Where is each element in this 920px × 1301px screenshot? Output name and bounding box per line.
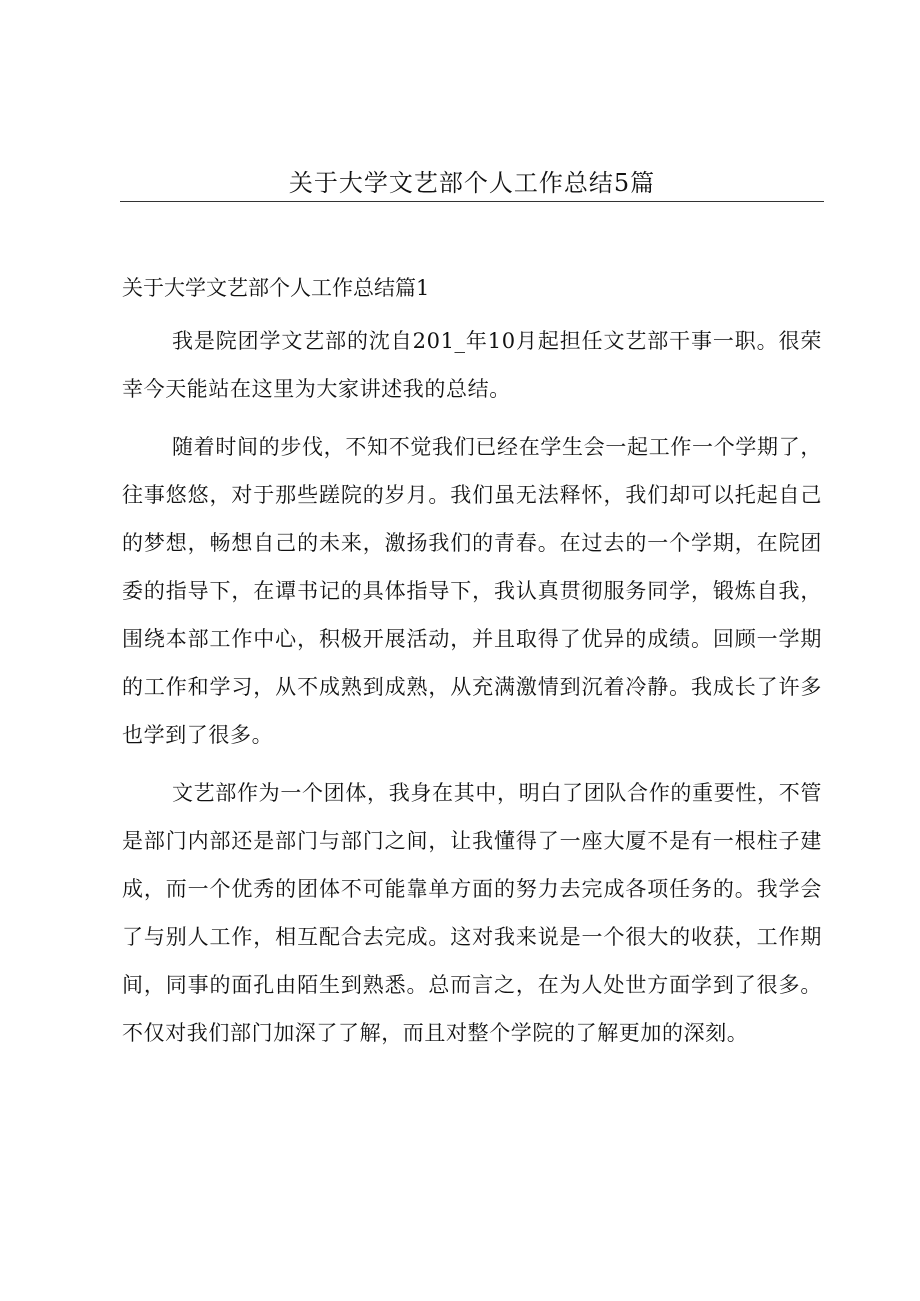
title-underline-rule: [120, 201, 824, 202]
body-text: [122, 317, 822, 1067]
document-title: 关于大学文艺部个人工作总结5篇: [288, 169, 656, 197]
paragraph-1: 我是院团学文艺部的沈自201_年10月起担任文艺部干事一职。很荣幸今天能站在这里为大家讲述我的总结。: [122, 329, 822, 401]
section-heading: 关于大学文艺部个人工作总结篇1: [122, 276, 430, 300]
paragraph-3: 文艺部作为一个团体，我身在其中，明白了团队合作的重要性，不管是部门内部还是部门与部门之间，让我懂得了一座大厦不是有一根柱子建成，而一个优秀的团体不可能靠单方面的努力去完成各项任务的。我学会了与别人工作，相互配合去完成。这对我来说是一个很大的收获，工作期间，同事的面孔由陌生到熟悉。总而言之，在为人处世方面学到了很多。不仅对我们部门加深了了解，而且对整个学院的了解更加的深刻。: [122, 781, 822, 1045]
paragraph-2: 随着时间的步伐，不知不觉我们已经在学生会一起工作一个学期了，往事悠悠，对于那些蹉院的岁月。我们虽无法释怀，我们却可以托起自己的梦想，畅想自己的未来，激扬我们的青春。在过去的一个学期，在院团委的指导下，在谭书记的具体指导下，我认真贯彻服务同学，锻炼自我，围绕本部工作中心，积极开展活动，并且取得了优异的成绩。回顾一学期的工作和学习，从不成熟到成熟，从充满激情到沉着冷静。我成长了许多也学到了很多。: [122, 435, 822, 747]
